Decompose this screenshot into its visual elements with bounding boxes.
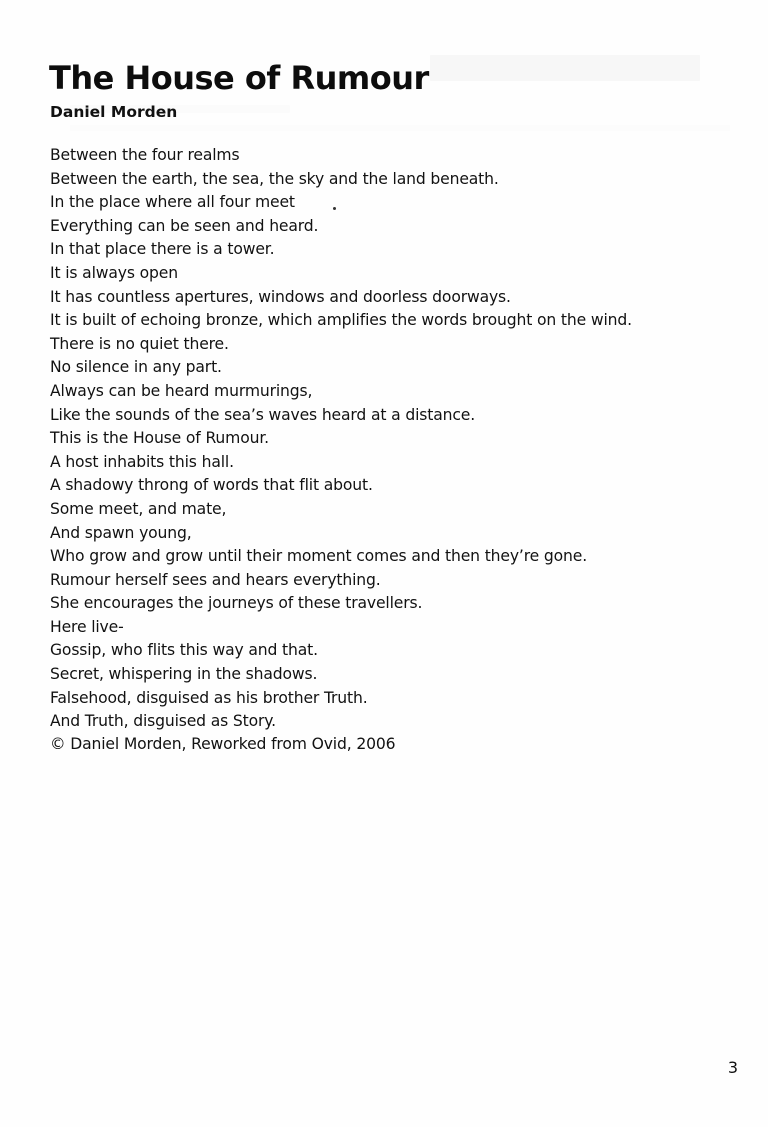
poem-line: In that place there is a tower.	[50, 240, 275, 259]
poem-line: And Truth, disguised as Story.	[50, 712, 276, 731]
poem-line: Here live-	[50, 617, 124, 636]
poem-line: A host inhabits this hall.	[50, 452, 234, 471]
ink-speck	[333, 207, 336, 210]
poem-line: Between the earth, the sea, the sky and the land beneath.	[50, 169, 499, 188]
poem-line: A shadowy throng of words that flit about.	[50, 476, 373, 495]
poem-line: No silence in any part.	[50, 358, 222, 377]
poem-title: The House of Rumour	[49, 59, 429, 97]
poem-line: Falsehood, disguised as his brother Truth.	[50, 688, 368, 707]
poem-author: Daniel Morden	[50, 103, 178, 121]
poem-line: Between the four realms	[50, 146, 240, 164]
copyright-notice: © Daniel Morden, Reworked from Ovid, 2006	[50, 735, 396, 753]
poem-line: Always can be heard murmurings,	[50, 381, 313, 400]
poem-line: It has countless apertures, windows and doorless doorways.	[50, 287, 511, 306]
page-number: 3	[727, 1058, 738, 1077]
poem-line: Like the sounds of the sea’s waves heard at a distance.	[50, 405, 476, 424]
poem-line: It is always open	[50, 263, 178, 282]
poem-line: Rumour herself sees and hears everything.	[50, 570, 381, 589]
bleed-through-text	[430, 55, 730, 135]
poem-line: Secret, whispering in the shadows.	[50, 665, 318, 684]
poem-line: Some meet, and mate,	[50, 499, 227, 518]
poem-line: She encourages the journeys of these travellers.	[50, 594, 423, 613]
poem-line: Everything can be seen and heard.	[50, 216, 319, 235]
poem-line: Who grow and grow until their moment comes and then they’re gone.	[50, 547, 588, 566]
poem-line: And spawn young,	[50, 523, 192, 542]
poem-line: There is no quiet there.	[50, 334, 229, 353]
poem-body	[50, 144, 632, 734]
poem-line: In the place where all four meet	[50, 193, 295, 212]
poem-line: It is built of echoing bronze, which amplifies the words brought on the wind.	[50, 311, 632, 330]
poem-line: Gossip, who flits this way and that.	[50, 641, 318, 660]
poem-line: This is the House of Rumour.	[50, 429, 269, 448]
